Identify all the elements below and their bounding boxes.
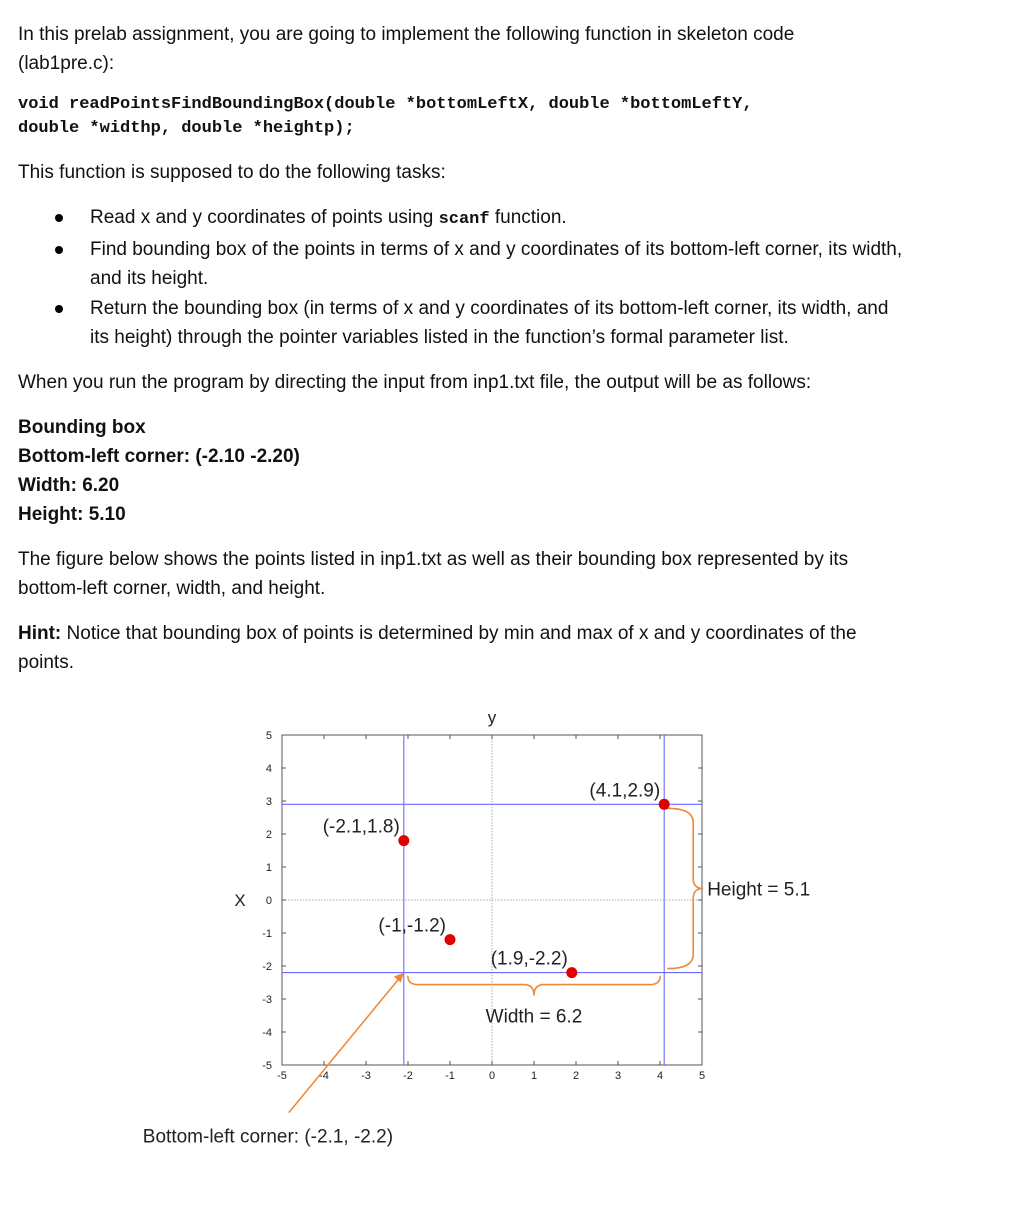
- x-tick-label: 4: [656, 1070, 664, 1082]
- x-tick-label: -3: [361, 1070, 371, 1082]
- hint-line-2: points.: [18, 652, 74, 673]
- y-tick-label: 0: [265, 895, 272, 907]
- bullet-icon: [55, 246, 63, 254]
- x-tick-label: 5: [698, 1070, 706, 1082]
- y-tick-label: 5: [265, 730, 272, 742]
- data-point: [398, 835, 409, 846]
- run-text: When you run the program by directing the input from inp1.txt file, the output will be as follows:: [18, 372, 812, 393]
- corner-arrow-head: [394, 973, 404, 983]
- bullet-icon: [55, 305, 63, 313]
- y-tick-label: 1: [265, 862, 272, 874]
- point-label: (4.1,2.9): [589, 780, 661, 802]
- bullet-icon: [55, 214, 63, 222]
- x-tick-label: 0: [488, 1070, 496, 1082]
- scanf-code: scanf: [438, 210, 490, 229]
- tasks-intro: This function is supposed to do the following tasks:: [18, 162, 446, 183]
- code-line-1: void readPointsFindBoundingBox(double *bottomLeftX, double *bottomLeftY,: [18, 95, 753, 114]
- task-list: [52, 203, 912, 353]
- hint-label: Hint:: [18, 623, 62, 644]
- x-tick-label: -4: [319, 1070, 329, 1082]
- point-label: (1.9,-2.2): [490, 948, 568, 970]
- x-tick-label: -1: [445, 1070, 455, 1082]
- x-tick-label: -2: [403, 1070, 413, 1082]
- x-tick-label: 3: [614, 1070, 622, 1082]
- y-tick-label: 3: [265, 796, 272, 808]
- corner-arrow-line: [289, 978, 400, 1113]
- intro-line-2: (lab1pre.c):: [18, 53, 115, 74]
- point-label: (-1,-1.2): [378, 915, 446, 937]
- output-line-3: Width: 6.20: [18, 475, 120, 496]
- bounding-box-chart: [0, 695, 1014, 1165]
- data-point: [659, 799, 670, 810]
- height-label: Height = 5.1: [707, 879, 811, 901]
- intro-line-1: In this prelab assignment, you are going to implement the following function in skeleton code: [18, 24, 795, 45]
- figure-text-2: bottom-left corner, width, and height.: [18, 578, 326, 599]
- y-tick-label: -5: [262, 1060, 272, 1072]
- output-line-2: Bottom-left corner: (-2.10 -2.20): [18, 446, 300, 467]
- corner-label: Bottom-left corner: (-2.1, -2.2): [142, 1126, 394, 1148]
- task-item: Read x and y coordinates of points using scanf function.: [52, 203, 912, 234]
- y-tick-label: -2: [262, 961, 272, 973]
- task-item: Find bounding box of the points in terms of x and y coordinates of its bottom-left corner, its width, and its height.: [52, 235, 912, 293]
- hint-line-1: Hint: Notice that bounding box of points is determined by min and max of x and y coordinates of the: [18, 623, 857, 644]
- data-point: [566, 967, 577, 978]
- height-brace: [667, 808, 703, 968]
- width-brace: [408, 976, 660, 996]
- y-tick-label: 2: [265, 829, 272, 841]
- y-tick-label: -3: [262, 994, 272, 1006]
- output-line-4: Height: 5.10: [18, 504, 126, 525]
- y-axis-label: X: [234, 891, 246, 910]
- x-axis-label: y: [487, 708, 497, 727]
- code-line-2: double *widthp, double *heightp);: [18, 119, 355, 138]
- output-line-1: Bounding box: [18, 417, 146, 438]
- figure-text-1: The figure below shows the points listed in inp1.txt as well as their bounding box represented by its: [18, 549, 849, 570]
- y-tick-label: 4: [265, 763, 272, 775]
- task-item: Return the bounding box (in terms of x and y coordinates of its bottom-left corner, its width, and its height) through the pointer variables listed in the function’s formal parameter list.: [52, 294, 912, 352]
- y-tick-label: -4: [262, 1027, 272, 1039]
- width-label: Width = 6.2: [485, 1006, 583, 1028]
- point-label: (-2.1,1.8): [322, 816, 400, 838]
- y-tick-label: -1: [262, 928, 272, 940]
- x-tick-label: -5: [277, 1070, 287, 1082]
- data-point: [445, 934, 456, 945]
- x-tick-label: 1: [530, 1070, 538, 1082]
- x-tick-label: 2: [572, 1070, 580, 1082]
